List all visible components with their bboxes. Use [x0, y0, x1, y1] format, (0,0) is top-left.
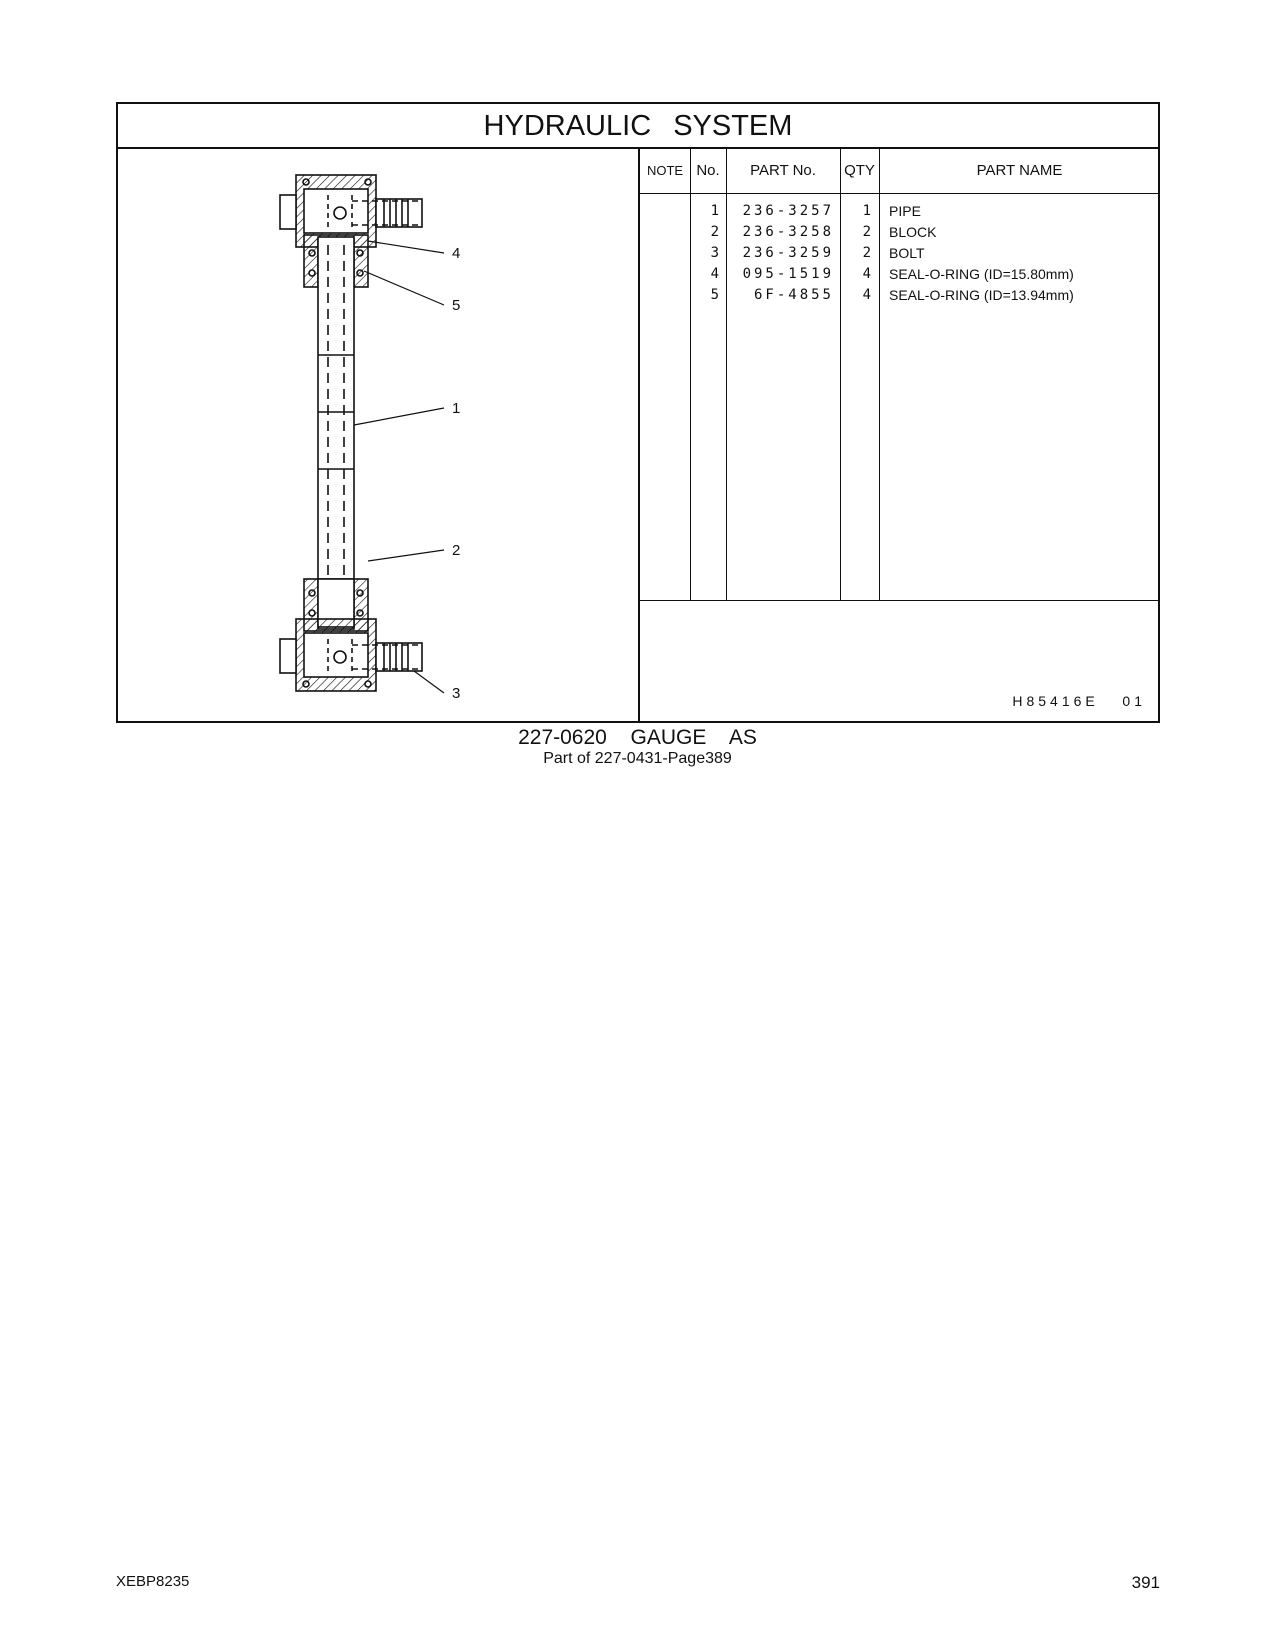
header-item-no: No.	[696, 162, 720, 179]
part-name: PIPE	[889, 203, 921, 219]
gauge-assembly-drawing	[118, 149, 638, 723]
part-name: SEAL-O-RING (ID=13.94mm)	[889, 287, 1074, 303]
assembly-reference: Part of 227-0431-Page389	[543, 750, 732, 767]
parts-list-table	[640, 149, 1160, 723]
table-bottom-divider	[640, 600, 1160, 601]
item-number: 5	[710, 287, 719, 303]
quantity: 4	[862, 266, 871, 282]
header-divider	[640, 193, 1160, 194]
part-number: 236-3259	[742, 245, 834, 261]
document-id: XEBP8235	[116, 1573, 190, 1590]
item-number: 1	[710, 203, 719, 219]
callout-label: 5	[452, 297, 461, 314]
quantity: 2	[862, 245, 871, 261]
part-number: 236-3257	[742, 203, 834, 219]
section-title: HYDRAULIC SYSTEM	[118, 104, 1158, 149]
exploded-view-figure	[118, 149, 640, 723]
part-number: 236-3258	[742, 224, 834, 240]
part-name: BOLT	[889, 245, 925, 261]
assembly-title: 227-0620 GAUGE AS	[518, 726, 757, 749]
item-number: 3	[710, 245, 719, 261]
header-note: NOTE	[646, 163, 684, 178]
callout-label: 4	[452, 245, 461, 262]
part-name: BLOCK	[889, 224, 937, 240]
callout-label: 2	[452, 542, 461, 559]
quantity: 4	[862, 287, 871, 303]
header-part-no: PART No.	[750, 162, 816, 179]
quantity: 1	[862, 203, 871, 219]
header-part-name: PART NAME	[976, 162, 1063, 179]
part-number: 6F-4855	[753, 287, 834, 303]
callout-label: 1	[452, 400, 461, 417]
callout-label: 3	[452, 685, 461, 702]
quantity: 2	[862, 224, 871, 240]
page-number: 391	[1131, 1573, 1160, 1592]
drawing-code: H85416E 01	[1012, 693, 1146, 709]
item-number: 2	[710, 224, 719, 240]
part-name: SEAL-O-RING (ID=15.80mm)	[889, 266, 1074, 282]
column-divider	[879, 149, 880, 600]
parts-frame	[116, 102, 1160, 723]
part-number: 095-1519	[742, 266, 834, 282]
header-qty: QTY	[844, 162, 875, 179]
item-number: 4	[710, 266, 719, 282]
